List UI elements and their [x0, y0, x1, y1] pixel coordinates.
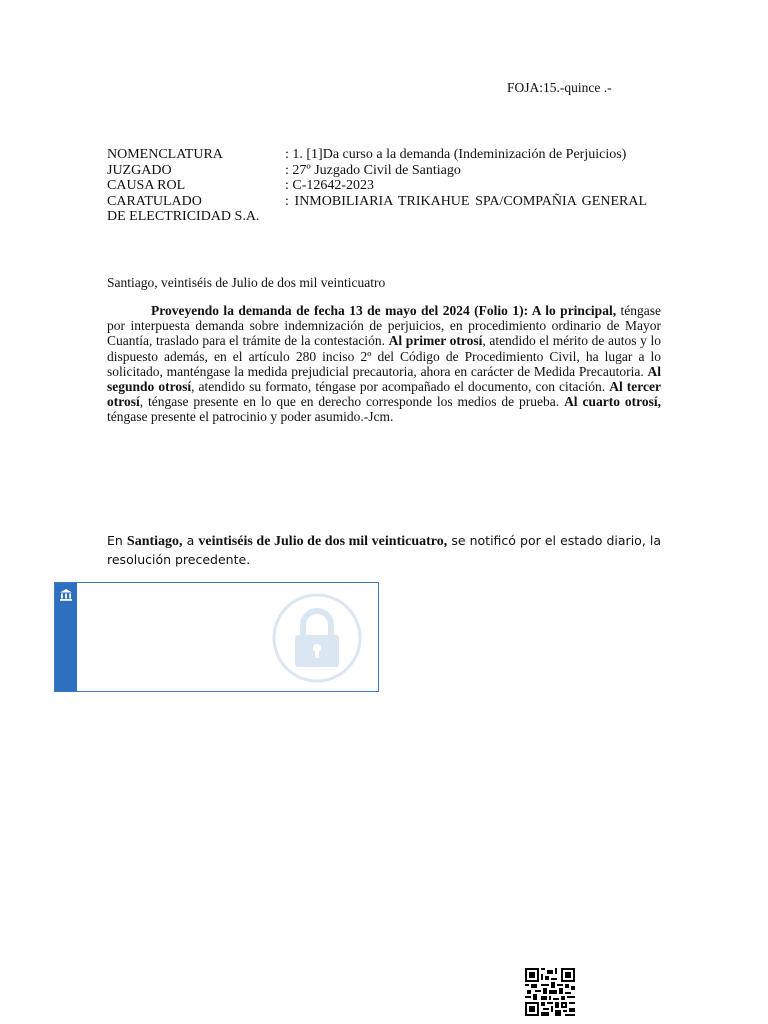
header-value: : 27º Juzgado Civil de Santiago — [285, 162, 461, 178]
header-label: JUZGADO — [107, 162, 172, 178]
resolution-text: , téngase presente en lo que en derecho corresponde los medios de prueba. — [139, 394, 565, 410]
electronic-signature-box — [54, 582, 379, 692]
foja-number: FOJA:15.-quince .- — [507, 80, 612, 95]
header-row-nomenclatura — [107, 147, 647, 163]
bank-icon — [59, 588, 73, 602]
header-row-juzgado — [107, 163, 647, 179]
header-value: : INMOBILIARIA TRIKAHUE SPA/COMPAÑIA GENERAL DE ELECTRICIDAD S.A. — [107, 193, 647, 224]
resolution-text: téngase por interpuesta demanda sobre indemnización de perjuicios, en procedimiento ordinario de Mayor Cuantía, traslado para el trámite de la contestación. — [107, 303, 662, 349]
resolution-body — [107, 303, 661, 425]
header-label: NOMENCLATURA — [107, 147, 223, 162]
notification-place: Santiago, — [126, 534, 183, 549]
resolution-date: Santiago, veintiséis de Julio de dos mil veinticuatro — [107, 275, 386, 290]
signature-side-bar — [55, 583, 77, 691]
notification-part: se notificó por el estado diario, la resolución precedente. — [107, 533, 662, 567]
resolution-otrosi: Al cuarto otrosí, — [564, 394, 661, 410]
resolution-otrosi: Al tercer otrosí — [107, 379, 661, 410]
notification-date: veintiséis de Julio de dos mil veinticuatro, — [198, 534, 448, 549]
qr-code-icon — [525, 968, 575, 1016]
resolution-otrosi: Al segundo otrosí — [107, 363, 661, 395]
resolution-intro: Proveyendo la demanda de fecha 13 de mayo del 2024 (Folio 1): A lo principal, — [151, 303, 617, 318]
lock-icon — [267, 593, 367, 683]
header-value: : 1. [1]Da curso a la demanda (Indeminización de Perjuicios) — [285, 147, 627, 162]
resolution-text: téngase presente el patrocinio y poder asumido.-Jcm. — [107, 409, 394, 425]
header-value: : C-12642-2023 — [285, 178, 375, 193]
notification-part: En — [107, 533, 127, 548]
resolution-otrosi: Al primer otrosí — [388, 333, 483, 349]
notification-text — [107, 532, 661, 569]
header-row-causa-rol — [107, 178, 647, 194]
resolution-text: , atendido su formato, téngase por acompañado el documento, con citación. — [191, 379, 610, 395]
header-row-caratulado — [107, 194, 647, 225]
resolution-text: , atendido el mérito de autos y lo dispuesto además, en el artículo 280 inciso 2º del Código de Procedimiento Civil, ha lugar a lo solicitado, manténgase la medida prejudicial precautoria, ahora en carácter de Medida Precautoria. — [107, 333, 661, 379]
case-header — [107, 147, 647, 225]
notification-part: a — [182, 533, 199, 548]
header-label: CARATULADO — [107, 193, 202, 209]
header-label: CAUSA ROL — [107, 178, 186, 193]
